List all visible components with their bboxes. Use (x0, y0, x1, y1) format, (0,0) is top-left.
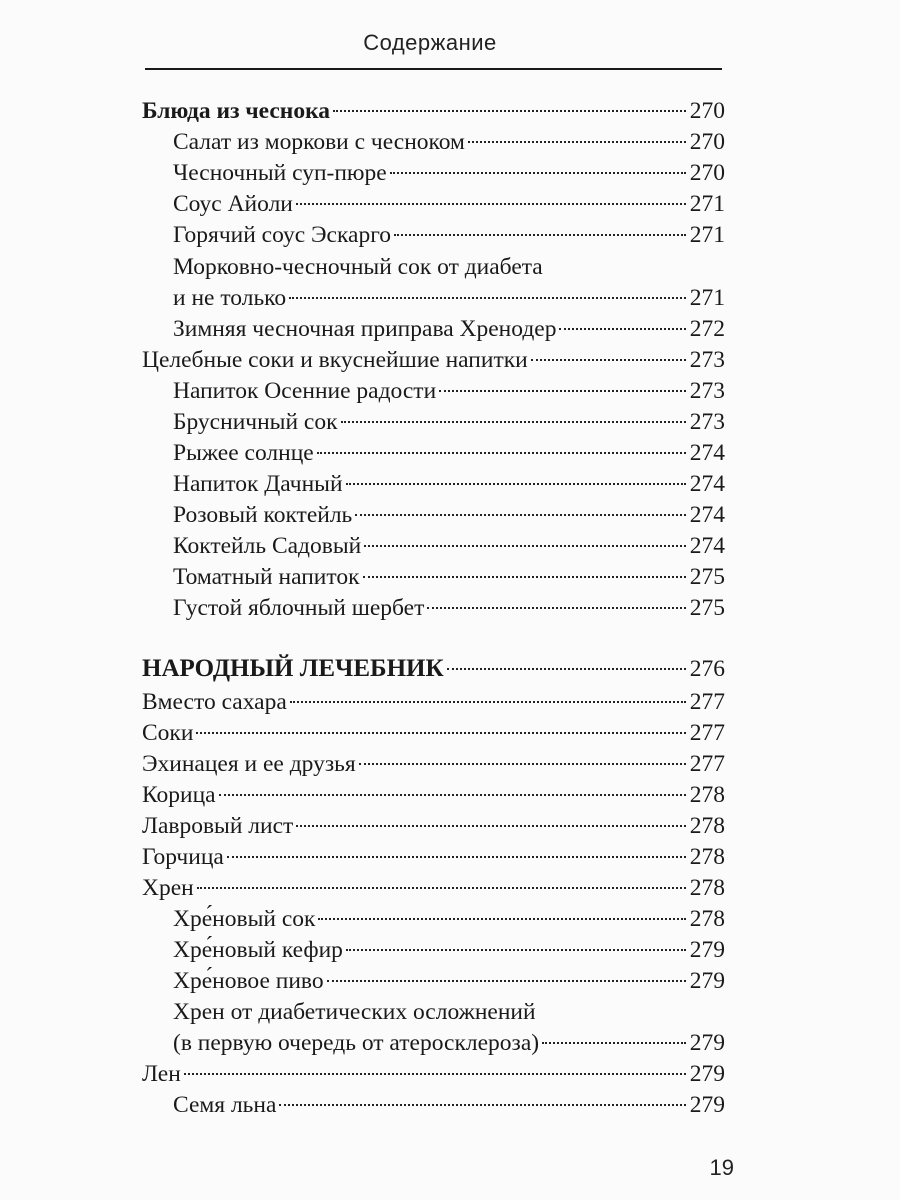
dot-leader (390, 172, 686, 174)
dot-leader (219, 794, 686, 796)
toc-entry (173, 965, 725, 997)
toc-entry (173, 561, 725, 593)
toc-entry (142, 748, 725, 780)
dot-leader (318, 918, 685, 920)
toc-entry-page: 277 (689, 720, 725, 746)
toc-entry-title: Корица (142, 782, 216, 808)
toc-entry-title: Салат из моркови с чесноком (173, 129, 465, 155)
toc-entry-title: Густой яблочный шербет (173, 595, 425, 621)
toc-entry-title: Рыжее солнце (173, 440, 314, 466)
toc-entry-title: Целебные соки и вкуснейшие напитки (142, 347, 528, 373)
toc-entry-page: 278 (689, 906, 725, 932)
running-header: Содержание (363, 30, 497, 55)
toc-entry-title: Зимняя чесночная приправа Хренодер (173, 316, 557, 342)
toc-entry-title: НАРОДНЫЙ ЛЕЧЕБНИК (142, 655, 444, 682)
toc-entry-title: Хре́новый сок (173, 906, 316, 932)
toc-entry-title: Хрен (142, 875, 194, 901)
toc-entry (142, 1058, 725, 1090)
toc-entry-title: Горчица (142, 844, 224, 870)
toc-entry (173, 996, 725, 1028)
dot-leader (333, 110, 686, 112)
dot-leader (196, 732, 685, 734)
toc-entry-page: 276 (689, 656, 725, 682)
dot-leader (197, 887, 686, 889)
toc-entry-page: 275 (689, 595, 725, 621)
toc-entry-title: Соки (142, 720, 194, 746)
toc-section-entry (142, 653, 725, 685)
toc-entry-page: 278 (689, 875, 725, 901)
toc-entry-page: 274 (689, 440, 725, 466)
dot-leader (427, 607, 685, 609)
toc-entry (173, 406, 725, 438)
toc-entry-page: 279 (689, 1092, 725, 1118)
toc-entry-page: 273 (689, 378, 725, 404)
dot-leader (531, 359, 686, 361)
toc-entry-page: 279 (689, 968, 725, 994)
toc-entry-title: (в первую очередь от атеросклероза) (173, 1030, 540, 1056)
toc-entry-title: Лавровый лист (142, 813, 294, 839)
toc-entry-title: Хрен от диабетических осложнений (173, 999, 536, 1025)
toc-entry-page: 274 (689, 471, 725, 497)
toc-entry-page: 274 (689, 533, 725, 559)
toc-entry (173, 530, 725, 562)
toc-entry-page: 278 (689, 813, 725, 839)
toc-entry-page: 270 (689, 160, 725, 186)
toc-entry-page: 274 (689, 502, 725, 528)
toc-entry-title: Семя льна (173, 1092, 277, 1118)
dot-leader (394, 234, 686, 236)
toc-entry-page: 273 (689, 409, 725, 435)
toc-entry-title: Напиток Осенние радости (173, 378, 437, 404)
toc-entry-page: 271 (689, 191, 725, 217)
toc-entry (173, 499, 725, 531)
toc-entry (142, 686, 725, 718)
dot-leader (346, 949, 686, 951)
toc-entry-page: 272 (689, 316, 725, 342)
dot-leader (290, 701, 686, 703)
toc-entry (173, 592, 725, 624)
dot-leader (363, 576, 686, 578)
toc-entry-title: Хре́новое пиво (173, 968, 324, 994)
toc-entry-title: Лен (142, 1061, 181, 1087)
toc-entry (173, 219, 725, 251)
dot-leader (296, 203, 686, 205)
toc-entry-title: Вместо сахара (142, 689, 287, 715)
dot-leader (346, 483, 686, 485)
toc-entry-page: 278 (689, 782, 725, 808)
dot-leader (542, 1042, 686, 1044)
toc-entry-title: Соус Айоли (173, 191, 293, 217)
toc-entry-page: 277 (689, 689, 725, 715)
toc-entry (173, 437, 725, 469)
toc-entry-page: 273 (689, 347, 725, 373)
toc-entry-title: Розовый коктейль (173, 502, 353, 528)
toc-entry (173, 1027, 725, 1059)
dot-leader (468, 141, 686, 143)
toc-entry (142, 717, 725, 749)
toc-entry-title: Брусничный сок (173, 409, 338, 435)
toc-entry-page: 275 (689, 564, 725, 590)
toc-entry-title: Хре́новый кефир (173, 937, 343, 963)
dot-leader (447, 668, 686, 670)
toc-entry-title: Томатный напиток (173, 564, 360, 590)
toc-entry-title: Коктейль Садовый (173, 533, 362, 559)
toc-entry-title: Морковно-чесночный сок от диабета (173, 254, 543, 280)
dot-leader (227, 856, 686, 858)
toc-entry (173, 188, 725, 220)
dot-leader (341, 421, 686, 423)
dot-leader (279, 1104, 685, 1106)
toc-entry-title: и не только (173, 285, 287, 311)
toc-entry-page: 279 (689, 937, 725, 963)
toc-entry-page: 279 (689, 1061, 725, 1087)
toc-entry-page: 278 (689, 844, 725, 870)
toc-entry (173, 468, 725, 500)
toc-entry (173, 157, 725, 189)
toc-entry (173, 282, 725, 314)
dot-leader (317, 452, 686, 454)
dot-leader (327, 980, 686, 982)
toc-entry (173, 1089, 725, 1121)
dot-leader (559, 328, 685, 330)
dot-leader (364, 545, 686, 547)
dot-leader (296, 825, 685, 827)
toc-entry (142, 872, 725, 904)
toc-entry-page: 277 (689, 751, 725, 777)
toc-entry (173, 934, 725, 966)
dot-leader (355, 514, 685, 516)
toc-entry (142, 841, 725, 873)
header-rule (145, 68, 722, 70)
toc-entry (142, 344, 725, 376)
toc-entry (142, 810, 725, 842)
toc-entry-page: 271 (689, 222, 725, 248)
toc-entry-page: 270 (689, 129, 725, 155)
toc-entry-page: 279 (689, 1030, 725, 1056)
toc-entry (173, 375, 725, 407)
toc-entry (142, 779, 725, 811)
toc-entry-title: Блюда из чеснока (142, 98, 331, 124)
toc-entry (142, 95, 725, 127)
dot-leader (359, 763, 686, 765)
toc-entry (173, 313, 725, 345)
dot-leader (439, 390, 686, 392)
toc-entry (173, 251, 725, 283)
toc-entry-page: 270 (689, 98, 725, 124)
toc-entry (173, 126, 725, 158)
toc-entry-title: Эхинацея и ее друзья (142, 751, 356, 777)
toc-entry (173, 903, 725, 935)
toc-entry-page: 271 (689, 285, 725, 311)
page-number: 19 (709, 1155, 734, 1180)
toc-entry-title: Напиток Дачный (173, 471, 343, 497)
toc-entry-title: Горячий соус Эскарго (173, 222, 392, 248)
dot-leader (184, 1073, 686, 1075)
toc-entry-title: Чесночный суп-пюре (173, 160, 387, 186)
dot-leader (289, 297, 686, 299)
